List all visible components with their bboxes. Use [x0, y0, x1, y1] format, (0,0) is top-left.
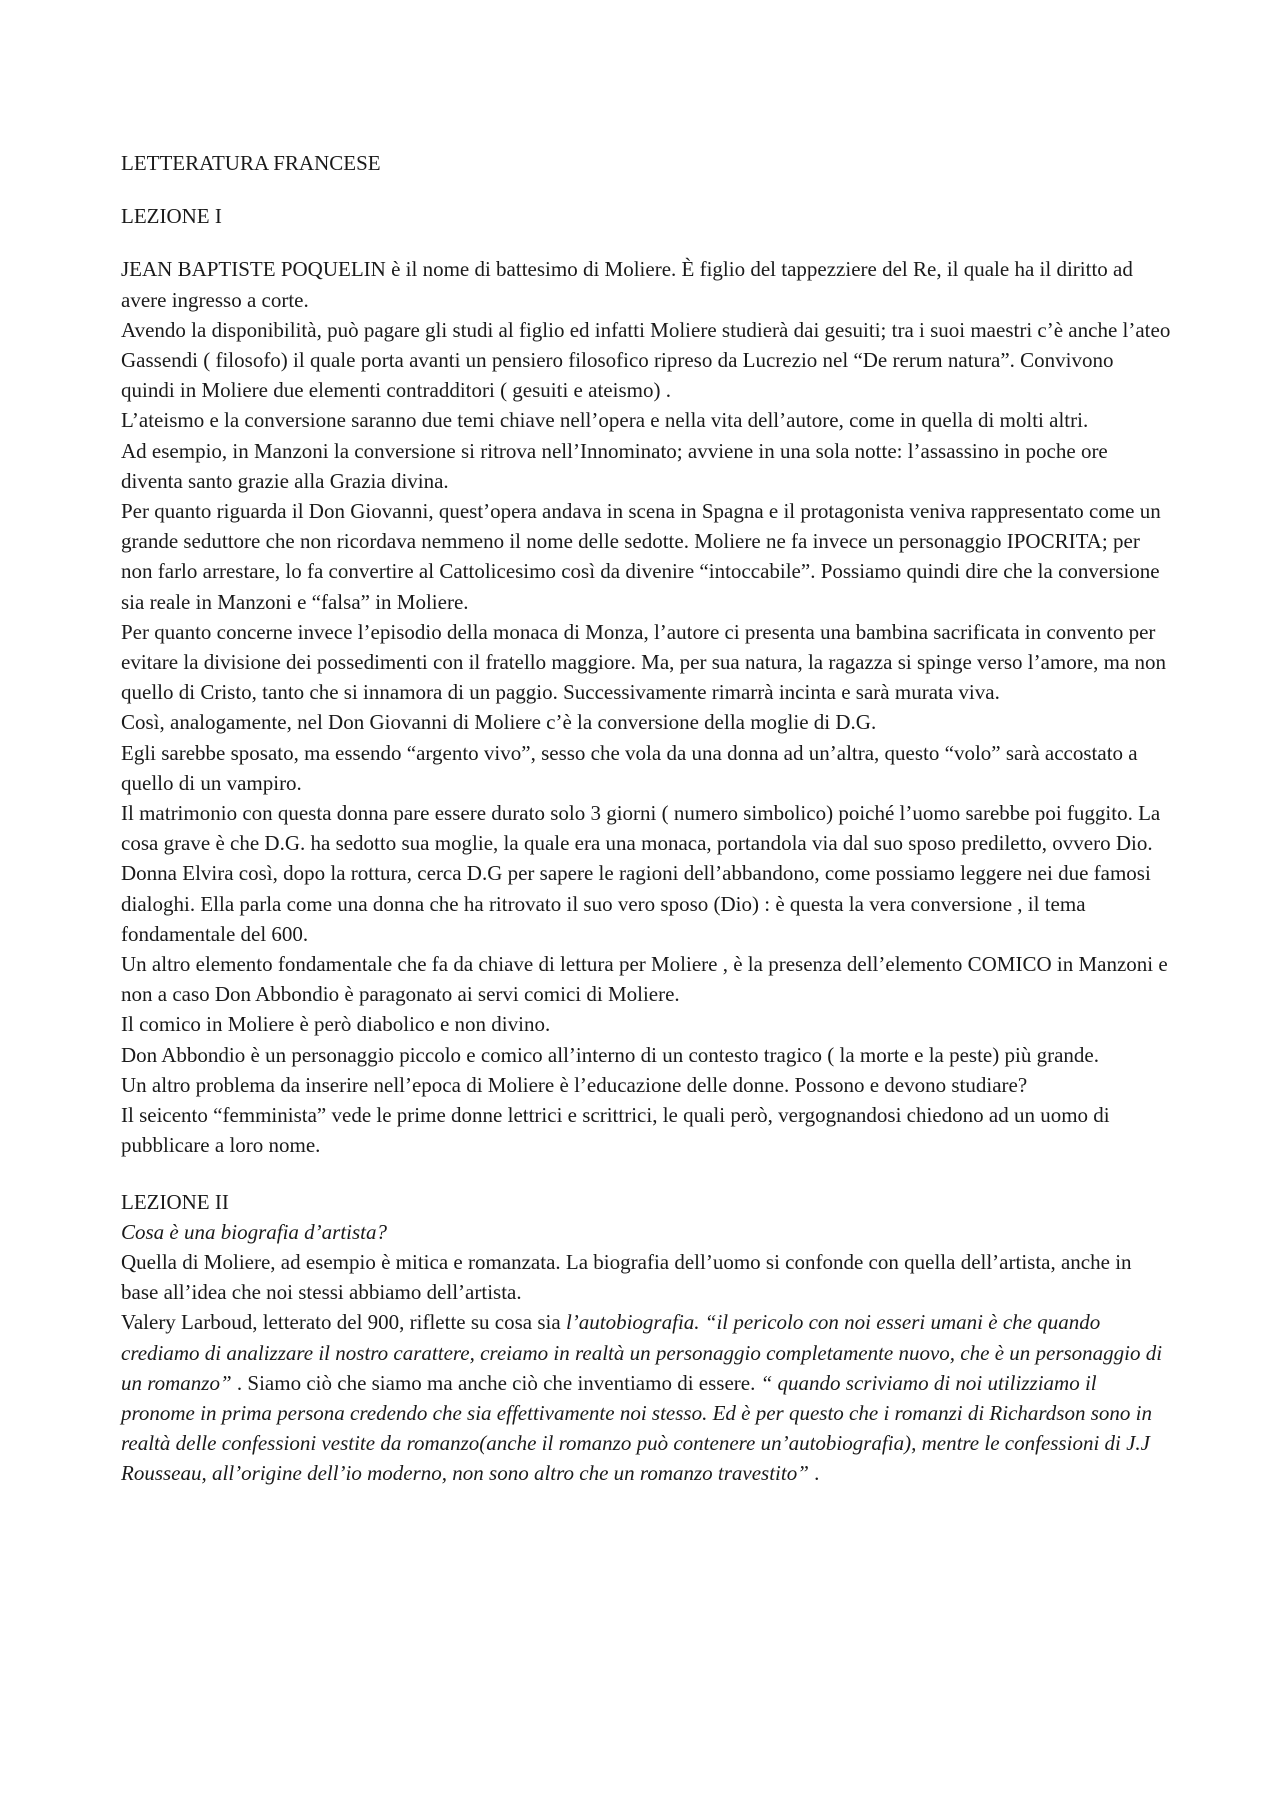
lesson-2-subheading: Cosa è una biografia d’artista?	[121, 1219, 388, 1244]
paragraph: Un altro problema da inserire nell’epoca di Moliere è l’educazione delle donne. Possono e devono studiare?	[121, 1072, 1028, 1097]
document-page	[121, 148, 1171, 1489]
paragraph: JEAN BAPTISTE POQUELIN è il nome di battesimo di Moliere. È figlio del tappezziere del Re, il quale ha il diritto ad avere ingresso a corte.	[121, 257, 1133, 312]
paragraph: Così, analogamente, nel Don Giovanni di Moliere c’è la conversione della moglie di D.G.	[121, 710, 877, 735]
lesson-1-body	[121, 254, 1171, 1160]
paragraph: Il seicento “femminista” vede le prime donne lettrici e scrittrici, le quali però, vergognandosi chiedono ad un uomo di pubblicare a loro nome.	[121, 1103, 1110, 1158]
paragraph: Un altro elemento fondamentale che fa da chiave di lettura per Moliere , è la presenza dell’elemento COMICO in Manzoni e non a caso Don Abbondio è paragonato ai servi comici di Moliere.	[121, 952, 1168, 1007]
quote-run: “ quando scriviamo di noi utilizziamo il pronome in prima persona credendo che sia effettivamente noi stesso. Ed è per questo che i romanzi di Richardson sono in realtà delle confessioni vestite da romanzo(anche il romanzo può contenere un’autobiografia), mentre le confessioni di J.J Rousseau, all’origine dell’io moderno, non sono altro che un romanzo travestito”	[121, 1370, 1152, 1486]
paragraph: Per quanto concerne invece l’episodio della monaca di Monza, l’autore ci presenta una bambina sacrificata in convento per evitare la divisione dei possedimenti con il fratello maggiore. Ma, per sua natura, la ragazza si spinge verso l’amore, ma non quello di Cristo, tanto che si innamora di un paggio. Successivamente rimarrà incinta e sarà murata viva.	[121, 619, 1166, 705]
lesson-1-heading: LEZIONE I	[121, 204, 222, 229]
paragraph: Egli sarebbe sposato, ma essendo “argento vivo”, sesso che vola da una donna ad un’altra, questo “volo” sarà accostato a quello di un vampiro.	[121, 740, 1138, 795]
text-run: . Siamo ciò che siamo ma anche ciò che inventiamo di essere.	[231, 1370, 761, 1395]
lesson-2-heading: LEZIONE II	[121, 1189, 229, 1214]
paragraph: Quella di Moliere, ad esempio è mitica e romanzata. La biografia dell’uomo si confonde con quella dell’artista, anche in base all’idea che noi stessi abbiamo dell’artista.	[121, 1249, 1132, 1305]
paragraph: Donna Elvira così, dopo la rottura, cerca D.G per sapere le ragioni dell’abbandono, come possiamo leggere nei due famosi dialoghi. Ella parla come una donna che ha ritrovato il suo vero sposo (Dio) : è questa la vera conversione , il tema fondamentale del 600.	[121, 861, 1151, 946]
paragraph-mixed	[121, 1307, 1171, 1488]
paragraph: Avendo la disponibilità, può pagare gli studi al figlio ed infatti Moliere studierà dai gesuiti; tra i suoi maestri c’è anche l’ateo Gassendi ( filosofo) il quale porta avanti un pensiero filosofico ripreso da Lucrezio nel “De rerum natura”. Convivono quindi in Moliere due elementi contradditori ( gesuiti e ateismo) .	[121, 317, 1171, 403]
quote-run: l’autobiografia. “il pericolo con noi esseri umani è che quando crediamo di analizzare il nostro carattere, creiamo in realtà un personaggio completamente nuovo, che è un personaggio di un romanzo”	[121, 1310, 1163, 1395]
text-run: .	[808, 1461, 820, 1486]
paragraph: Il matrimonio con questa donna pare essere durato solo 3 giorni ( numero simbolico) poiché l’uomo sarebbe poi fuggito. La cosa grave è che D.G. ha sedotto sua moglie, la quale era una monaca, portandola via dal suo sposo prediletto, ovvero Dio.	[121, 801, 1161, 856]
text-run: Valery Larboud, letterato del 900, riflette su cosa sia	[121, 1310, 566, 1335]
paragraph: Per quanto riguarda il Don Giovanni, quest’opera andava in scena in Spagna e il protagonista veniva rappresentato come un grande seduttore che non ricordava nemmeno il nome delle sedotte. Moliere ne fa invece un personaggio IPOCRITA; per non farlo arrestare, lo fa convertire al Cattolicesimo così da divenire “intoccabile”. Possiamo quindi dire che la conversione sia reale in Manzoni e “falsa” in Moliere.	[121, 499, 1161, 614]
document-title: LETTERATURA FRANCESE	[121, 151, 381, 175]
paragraph: Ad esempio, in Manzoni la conversione si ritrova nell’Innominato; avviene in una sola notte: l’assassino in poche ore diventa santo grazie alla Grazia divina.	[121, 438, 1108, 493]
paragraph: L’ateismo e la conversione saranno due temi chiave nell’opera e nella vita dell’autore, come in quella di molti altri.	[121, 408, 1089, 433]
paragraph: Don Abbondio è un personaggio piccolo e comico all’interno di un contesto tragico ( la morte e la peste) più grande.	[121, 1042, 1099, 1067]
paragraph: Il comico in Moliere è però diabolico e non divino.	[121, 1012, 551, 1037]
